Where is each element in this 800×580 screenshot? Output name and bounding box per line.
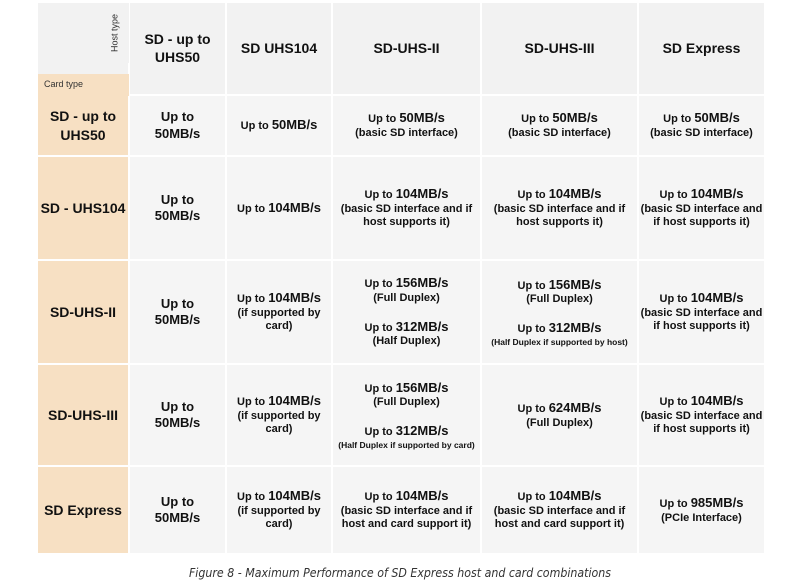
speed-value: 104MB/s xyxy=(268,487,321,503)
table-row xyxy=(37,466,765,554)
speed-cell xyxy=(129,260,226,364)
speed-cell xyxy=(638,260,765,364)
row-header: SD-UHS-III xyxy=(37,364,129,466)
speed-value: 104MB/s xyxy=(690,289,744,305)
speed-line xyxy=(518,400,602,417)
speed-line xyxy=(365,488,449,505)
speed-note: (if supported by card) xyxy=(237,409,321,436)
speed-prefix: Up to xyxy=(659,292,688,305)
speed-value: 50MB/s xyxy=(154,510,201,525)
speed-cell xyxy=(129,466,226,554)
speed-value: 156MB/s xyxy=(548,276,602,292)
speed-value: 50MB/s xyxy=(154,312,201,327)
speed-prefix: Up to xyxy=(237,292,266,305)
speed-cell xyxy=(481,466,638,554)
row-header: SD - UHS104 xyxy=(37,156,129,260)
performance-table xyxy=(37,2,765,554)
speed-prefix: Up to xyxy=(364,490,393,503)
speed-cell xyxy=(638,466,765,554)
speed-prefix: Up to xyxy=(364,321,393,334)
speed-cell xyxy=(226,466,332,554)
speed-note: (Half Duplex if supported by host) xyxy=(491,336,628,347)
speed-value: 104MB/s xyxy=(268,392,321,408)
speed-note: (basic SD interface and if host supports it) xyxy=(640,202,763,229)
speed-value: 50MB/s xyxy=(694,110,740,126)
speed-cell xyxy=(332,260,481,364)
column-header: SD UHS104 xyxy=(226,2,332,95)
speed-note: (basic SD interface) xyxy=(355,127,458,139)
speed-prefix: Up to xyxy=(517,490,546,503)
speed-value: 104MB/s xyxy=(548,487,602,503)
speed-cell xyxy=(481,260,638,364)
table-row xyxy=(37,156,765,260)
speed-prefix: Up to xyxy=(364,426,393,439)
speed-note: (Full Duplex) xyxy=(526,293,593,306)
speed-line xyxy=(365,380,449,397)
speed-value: 104MB/s xyxy=(690,185,744,201)
speed-prefix: Up to xyxy=(237,490,266,503)
speed-note: (basic SD interface and if host and card support it) xyxy=(493,504,626,531)
speed-prefix: Up to xyxy=(517,188,546,201)
speed-value: 985MB/s xyxy=(690,494,744,510)
speed-line xyxy=(237,488,321,505)
speed-cell xyxy=(129,156,226,260)
speed-value: 50MB/s xyxy=(552,110,598,126)
speed-cell xyxy=(481,156,638,260)
speed-value: 156MB/s xyxy=(395,379,449,395)
speed-note: (Half Duplex if supported by card) xyxy=(338,439,475,450)
speed-line xyxy=(663,110,740,127)
card-type-label: Card type xyxy=(44,79,84,90)
table-row xyxy=(37,95,765,156)
speed-note: (Half Duplex) xyxy=(372,335,441,348)
speed-cell xyxy=(638,95,765,156)
speed-prefix: Up to xyxy=(160,295,195,311)
speed-value: 50MB/s xyxy=(154,208,201,223)
column-header: SD-UHS-II xyxy=(332,2,481,95)
speed-line xyxy=(660,393,744,410)
speed-line xyxy=(660,186,744,203)
speed-line xyxy=(518,277,602,294)
speed-line xyxy=(237,200,321,217)
speed-value: 104MB/s xyxy=(690,392,744,408)
speed-line xyxy=(368,110,445,127)
speed-line xyxy=(660,495,744,512)
speed-prefix: Up to xyxy=(521,113,550,126)
speed-cell xyxy=(226,95,332,156)
figure-caption: Figure 8 - Maximum Performance of SD Express host and card combinations xyxy=(188,566,612,580)
column-header: SD Express xyxy=(638,2,765,95)
speed-cell xyxy=(481,95,638,156)
speed-cell xyxy=(129,95,226,156)
speed-prefix: Up to xyxy=(364,278,393,290)
speed-note: (PCIe Interface) xyxy=(661,511,742,524)
column-header: SD - up to UHS50 xyxy=(129,2,226,95)
speed-prefix: Up to xyxy=(160,398,195,414)
table-row xyxy=(37,260,765,364)
speed-prefix: Up to xyxy=(517,323,546,336)
speed-prefix: Up to xyxy=(237,202,266,215)
speed-prefix: Up to xyxy=(160,493,195,509)
speed-prefix: Up to xyxy=(237,395,266,408)
speed-note: (if supported by card) xyxy=(237,306,321,333)
speed-note: (Full Duplex) xyxy=(373,291,440,304)
speed-value: 50MB/s xyxy=(154,415,201,430)
speed-note: (Full Duplex) xyxy=(373,396,440,409)
speed-prefix: Up to xyxy=(364,188,393,201)
speed-line xyxy=(660,290,744,307)
host-type-label-box xyxy=(104,3,130,63)
speed-line xyxy=(518,320,602,337)
speed-cell xyxy=(226,260,332,364)
row-header: SD Express xyxy=(37,466,129,554)
speed-value: 104MB/s xyxy=(548,185,602,201)
speed-note: (basic SD interface) xyxy=(508,127,611,139)
speed-line xyxy=(365,275,449,292)
speed-cell xyxy=(226,156,332,260)
header-row xyxy=(37,2,765,95)
speed-note: (Full Duplex) xyxy=(526,416,593,429)
speed-cell xyxy=(226,364,332,466)
speed-value: 50MB/s xyxy=(271,117,318,133)
speed-cell xyxy=(638,364,765,466)
card-type-label-box xyxy=(38,74,129,96)
table-row xyxy=(37,364,765,466)
speed-note: (basic SD interface and if host supports it) xyxy=(640,306,763,333)
speed-line xyxy=(518,186,602,203)
speed-line xyxy=(241,117,318,134)
speed-line xyxy=(365,186,449,203)
column-header: SD-UHS-III xyxy=(481,2,638,95)
speed-prefix: Up to xyxy=(659,188,688,201)
speed-value: 50MB/s xyxy=(399,110,445,126)
speed-value: 156MB/s xyxy=(395,275,449,290)
speed-line xyxy=(365,423,449,440)
speed-note: (basic SD interface and if host supports it) xyxy=(493,202,626,229)
speed-prefix: Up to xyxy=(364,382,393,395)
speed-prefix: Up to xyxy=(659,497,688,510)
row-header: SD - up to UHS50 xyxy=(37,95,129,156)
speed-prefix: Up to xyxy=(517,279,546,292)
speed-value: 104MB/s xyxy=(395,185,449,201)
corner-cell xyxy=(37,2,129,95)
speed-value: 50MB/s xyxy=(154,125,201,141)
speed-cell xyxy=(332,466,481,554)
speed-prefix: Up to xyxy=(659,395,688,408)
speed-prefix: Up to xyxy=(160,191,195,207)
speed-cell xyxy=(638,156,765,260)
speed-cell xyxy=(332,95,481,156)
speed-note: (basic SD interface and if host and card support it) xyxy=(340,504,473,531)
row-header: SD-UHS-II xyxy=(37,260,129,364)
speed-value: 104MB/s xyxy=(268,199,321,215)
speed-value: 312MB/s xyxy=(395,423,449,439)
speed-line xyxy=(365,319,449,336)
speed-value: 104MB/s xyxy=(268,289,321,305)
speed-prefix: Up to xyxy=(160,109,195,125)
speed-note: (basic SD interface) xyxy=(650,127,753,139)
speed-cell xyxy=(129,364,226,466)
speed-value: 104MB/s xyxy=(395,487,449,503)
speed-cell xyxy=(481,364,638,466)
speed-value: 312MB/s xyxy=(395,318,449,334)
speed-value: 312MB/s xyxy=(548,320,602,336)
speed-prefix: Up to xyxy=(240,120,269,133)
speed-cell xyxy=(332,364,481,466)
speed-note: (if supported by card) xyxy=(237,504,321,531)
speed-cell xyxy=(332,156,481,260)
host-type-label: Host type xyxy=(109,13,120,53)
speed-prefix: Up to xyxy=(368,113,397,126)
speed-note: (basic SD interface and if host supports it) xyxy=(340,202,473,229)
speed-line xyxy=(237,290,321,307)
speed-prefix: Up to xyxy=(517,402,546,415)
speed-line xyxy=(521,110,598,127)
speed-note: (basic SD interface and if host supports it) xyxy=(640,409,763,436)
speed-value: 624MB/s xyxy=(548,399,602,415)
speed-line xyxy=(237,393,321,410)
speed-line xyxy=(518,488,602,505)
speed-prefix: Up to xyxy=(663,113,692,126)
